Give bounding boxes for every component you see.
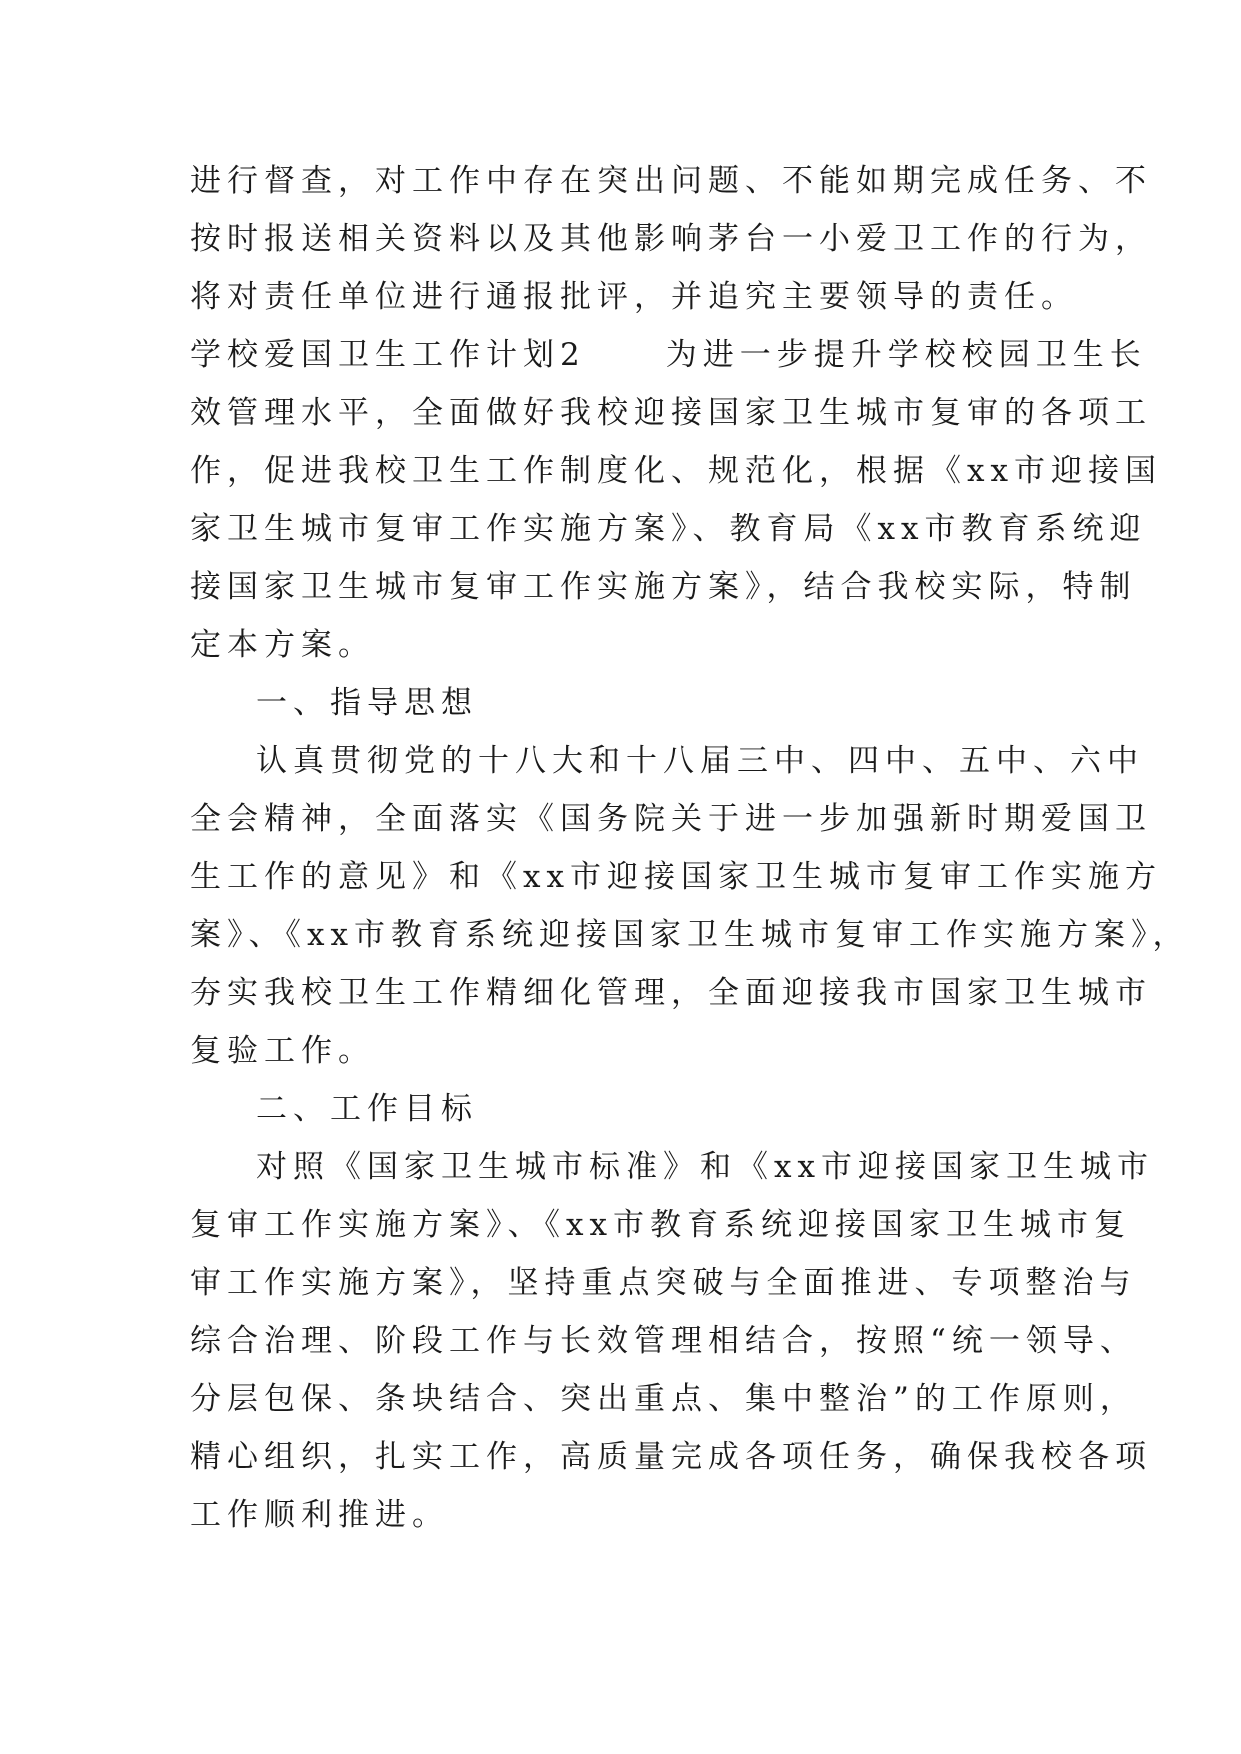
paragraph-line: 夯实我校卫生工作精细化管理，全面迎接我市国家卫生城市	[190, 975, 1152, 1011]
paragraph-line: 精心组织，扎实工作，高质量完成各项任务，确保我校各项	[190, 1439, 1152, 1475]
paragraph-line: 复审工作实施方案》、《xx市教育系统迎接国家卫生城市复	[190, 1207, 1131, 1243]
paragraph-line: 对照《国家卫生城市标准》和《xx市迎接国家卫生城市	[256, 1149, 1154, 1185]
paragraph-line: 效管理水平，全面做好我校迎接国家卫生城市复审的各项工	[190, 395, 1152, 431]
section-heading: 一、指导思想	[256, 685, 478, 721]
paragraph-line: 生工作的意见》和《xx市迎接国家卫生城市复审工作实施方	[190, 859, 1162, 895]
paragraph-line: 接国家卫生城市复审工作实施方案》，结合我校实际，特制	[190, 569, 1137, 605]
paragraph-line: 工作顺利推进。	[190, 1497, 449, 1533]
paragraph-line: 复验工作。	[190, 1033, 375, 1069]
paragraph-line: 审工作实施方案》，坚持重点突破与全面推进、专项整治与	[190, 1265, 1137, 1301]
paragraph-line: 按时报送相关资料以及其他影响茅台一小爱卫工作的行为，	[190, 221, 1152, 257]
paragraph-line: 家卫生城市复审工作实施方案》、教育局《xx市教育系统迎	[190, 511, 1147, 547]
section-title-line	[190, 326, 1147, 384]
paragraph-line: 定本方案。	[190, 627, 375, 663]
section-heading: 二、工作目标	[256, 1091, 478, 1127]
paragraph-line: 将对责任单位进行通报批评，并追究主要领导的责任。	[190, 279, 1078, 315]
paragraph-line: 作，促进我校卫生工作制度化、规范化，根据《xx市迎接国	[190, 453, 1162, 489]
paragraph-line: 案》、《xx市教育系统迎接国家卫生城市复审工作实施方案》，	[190, 917, 1190, 953]
paragraph-line: 综合治理、阶段工作与长效管理相结合，按照“统一领导、	[190, 1323, 1137, 1359]
paragraph-line: 进行督查，对工作中存在突出问题、不能如期完成任务、不	[190, 163, 1152, 199]
plan-title: 学校爱国卫生工作计划2	[190, 337, 586, 373]
document-body	[190, 152, 1190, 1544]
paragraph-text: 为进一步提升学校校园卫生长	[665, 337, 1147, 373]
paragraph-line: 分层包保、条块结合、突出重点、集中整治”的工作原则，	[190, 1381, 1137, 1417]
paragraph-line: 认真贯彻党的十八大和十八届三中、四中、五中、六中	[256, 743, 1144, 779]
paragraph-line: 全会精神，全面落实《国务院关于进一步加强新时期爱国卫	[190, 801, 1152, 837]
